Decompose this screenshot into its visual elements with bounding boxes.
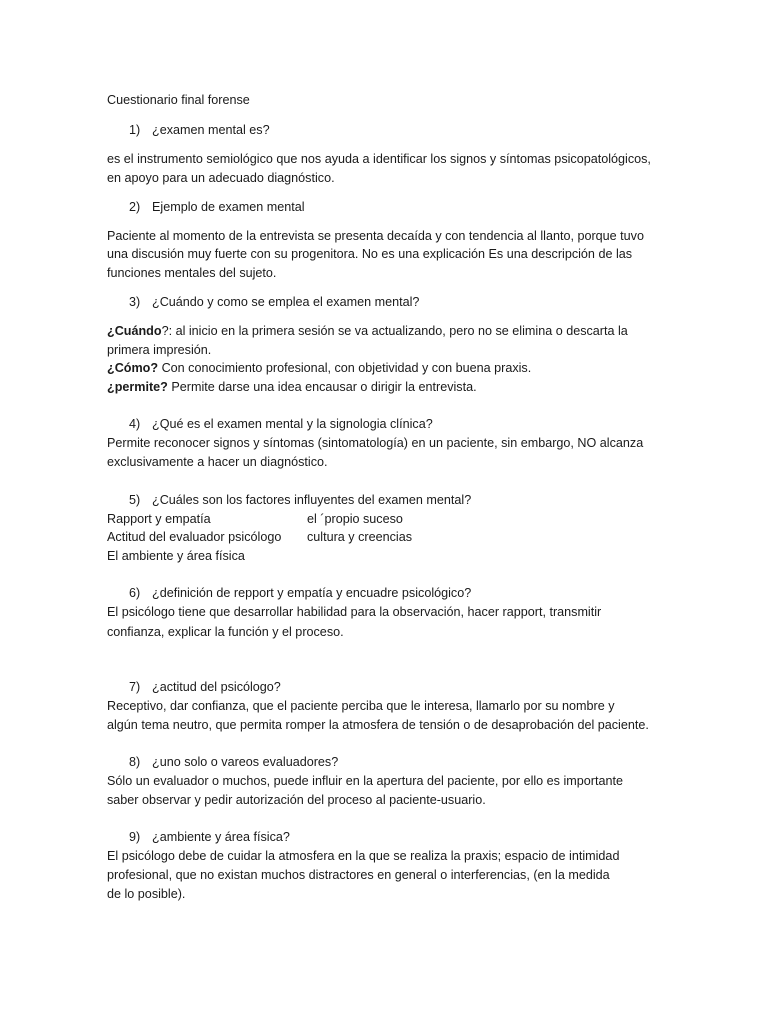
question-text: ¿Qué es el examen mental y la signologia clínica? — [152, 417, 433, 431]
question-8 — [129, 753, 338, 771]
answer-line: primera impresión. — [107, 343, 212, 357]
answer-line — [107, 378, 477, 396]
factor-item: cultura y creencias — [307, 530, 412, 544]
answer-text: Con conocimiento profesional, con objetividad y con buena praxis. — [158, 361, 532, 375]
answer-line: Paciente al momento de la entrevista se presenta decaída y con tendencia al llanto, porque tuvo — [107, 229, 644, 243]
question-text: ¿uno solo o vareos evaluadores? — [152, 755, 339, 769]
question-text: ¿Cuándo y como se emplea el examen mental? — [152, 295, 420, 309]
answer-line: saber observar y pedir autorización del proceso al paciente-usuario. — [107, 793, 486, 807]
question-text: Ejemplo de examen mental — [152, 200, 305, 214]
answer-line: El psicólogo tiene que desarrollar habilidad para la observación, hacer rapport, transmitir — [107, 605, 602, 619]
question-number: 6) — [129, 586, 141, 600]
answer-line: de lo posible). — [107, 887, 186, 901]
answer-line: en apoyo para un adecuado diagnóstico. — [107, 171, 335, 185]
question-number: 2) — [129, 200, 141, 214]
answer-line: Permite reconocer signos y síntomas (sintomatología) en un paciente, sin embargo, NO alcanza — [107, 436, 644, 450]
question-number: 1) — [129, 123, 141, 137]
question-7 — [129, 678, 281, 696]
question-2 — [129, 198, 305, 216]
factor-item: el ´propio suceso — [307, 512, 403, 526]
answer-line: confianza, explicar la función y el proceso. — [107, 625, 344, 639]
answer-bold-label: ¿Cómo? — [107, 361, 159, 375]
question-number: 7) — [129, 680, 141, 694]
answer-line: una discusión muy fuerte con su progenitora. No es una explicación Es una descripción de las — [107, 247, 633, 261]
question-number: 4) — [129, 417, 141, 431]
question-1 — [129, 121, 270, 139]
answer-line — [107, 359, 531, 377]
answer-line: es el instrumento semiológico que nos ayuda a identificar los signos y síntomas psicopatológicos, — [107, 152, 651, 166]
answer-line: funciones mentales del sujeto. — [107, 266, 277, 280]
question-5 — [129, 491, 471, 509]
question-number: 8) — [129, 755, 141, 769]
answer-text: Permite darse una idea encausar o dirigir la entrevista. — [167, 380, 477, 394]
answer-line — [107, 322, 628, 340]
question-text: ¿actitud del psicólogo? — [152, 680, 281, 694]
question-text: ¿definición de repport y empatía y encuadre psicológico? — [152, 586, 472, 600]
question-number: 3) — [129, 295, 141, 309]
factor-item: Actitud del evaluador psicólogo — [107, 530, 282, 544]
factor-item: El ambiente y área física — [107, 549, 245, 563]
factor-item: Rapport y empatía — [107, 512, 211, 526]
question-text: ¿Cuáles son los factores influyentes del examen mental? — [152, 493, 472, 507]
answer-line: algún tema neutro, que permita romper la atmosfera de tensión o de desaprobación del paciente. — [107, 718, 649, 732]
answer-line: profesional, que no existan muchos distractores en general o interferencias, (en la medida — [107, 868, 610, 882]
question-9 — [129, 828, 290, 846]
answer-line: Receptivo, dar confianza, que el paciente perciba que le interesa, llamarlo por su nombre y — [107, 699, 615, 713]
question-number: 9) — [129, 830, 141, 844]
answer-line: exclusivamente a hacer un diagnóstico. — [107, 455, 328, 469]
question-text: ¿examen mental es? — [152, 123, 270, 137]
answer-bold-label: ¿Cuándo — [107, 324, 162, 338]
question-number: 5) — [129, 493, 141, 507]
question-6 — [129, 584, 471, 602]
answer-text: ?: al inicio en la primera sesión se va actualizando, pero no se elimina o descarta la — [161, 324, 628, 338]
question-3 — [129, 293, 419, 311]
question-text: ¿ambiente y área física? — [152, 830, 290, 844]
answer-line: El psicólogo debe de cuidar la atmosfera en la que se realiza la praxis; espacio de intimidad — [107, 849, 620, 863]
answer-bold-label: ¿permite? — [107, 380, 168, 394]
answer-line: Sólo un evaluador o muchos, puede influir en la apertura del paciente, por ello es importante — [107, 774, 623, 788]
document-title: Cuestionario final forense — [107, 93, 250, 107]
question-4 — [129, 415, 433, 433]
